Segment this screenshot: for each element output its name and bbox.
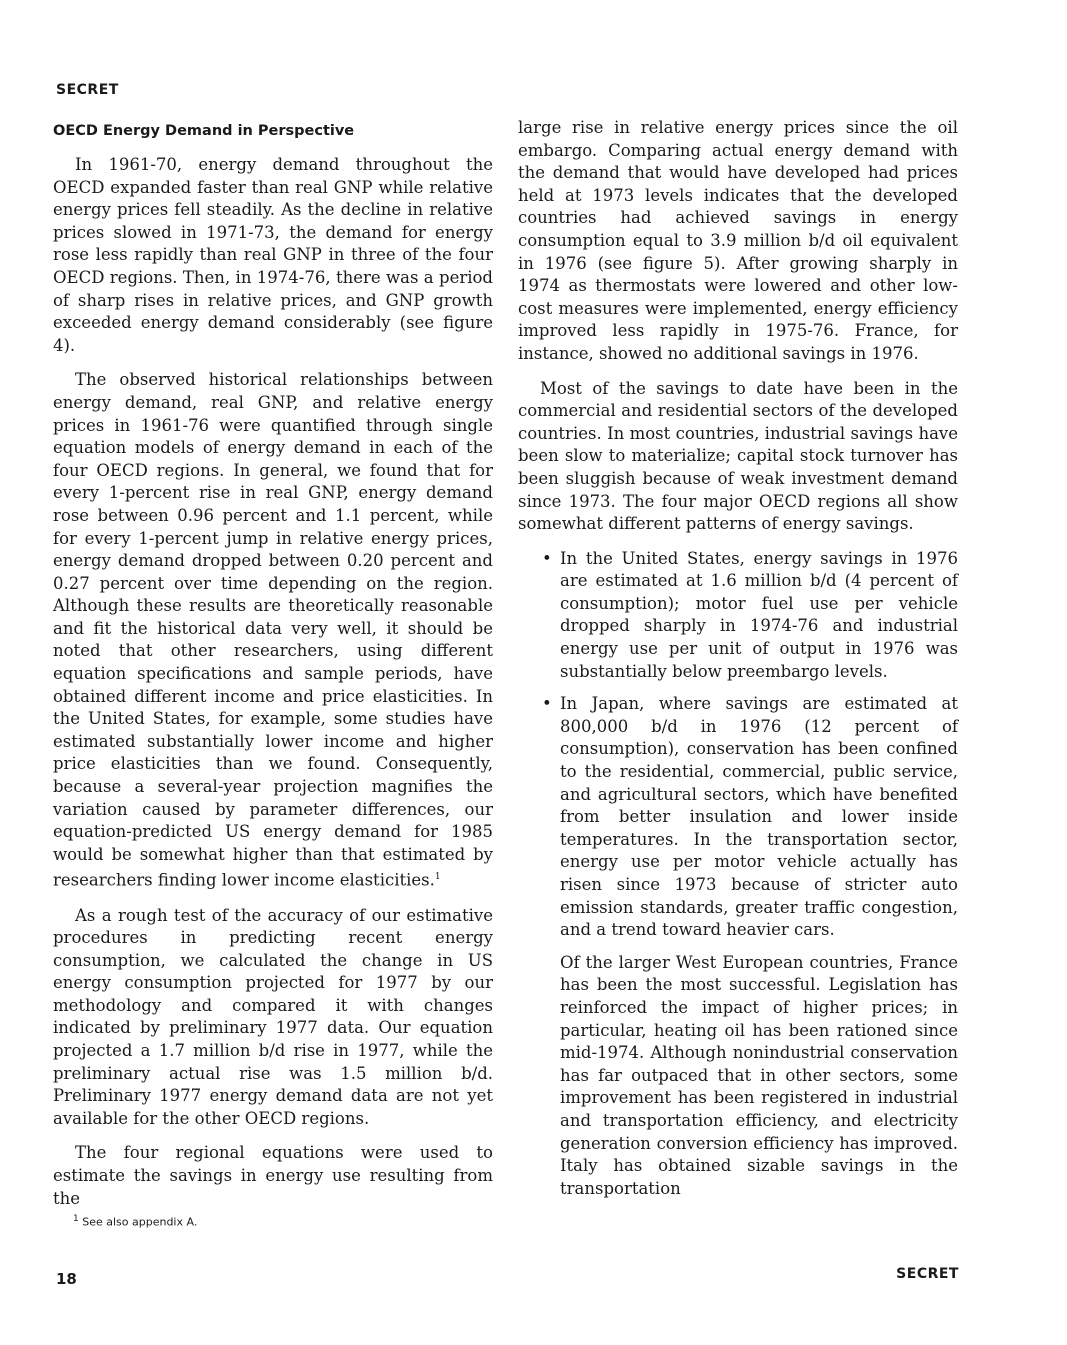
footnote-marker: 1	[73, 1214, 79, 1225]
classification-footer: SECRET	[896, 1266, 959, 1282]
footnote-ref: 1	[434, 872, 441, 883]
country-bullets	[518, 548, 958, 942]
footnote	[53, 1212, 493, 1230]
page-number: 18	[56, 1270, 77, 1288]
paragraph-4: The four regional equations were used to estimate the savings in energy use resulting from the	[53, 1143, 493, 1208]
paragraph-2	[53, 369, 493, 892]
bullet-japan	[542, 693, 958, 942]
bullet-dot-icon: •	[542, 694, 552, 714]
bullet-dot-icon: •	[542, 548, 552, 568]
right-paragraph-1: large rise in relative energy prices since the oil embargo. Comparing actual energy demand with the demand that would have developed had prices held at 1973 levels indicates that the developed countries had achieved savings in energy consumption equal to 3.9 million b/d oil equivalent in 1976 (see figure 5). After growing sharply in 1974 as thermostats were lowered and other low-cost measures were implemented, energy efficiency improved less rapidly in 1975-76. France, for instance, showed no additional savings in 1976.	[518, 118, 958, 363]
footnote-text: See also appendix A.	[82, 1215, 198, 1229]
paragraph-1: In 1961-70, energy demand throughout the OECD expanded faster than real GNP while relative energy prices fell steadily. As the decline in relative prices slowed in 1971-73, the demand for energy rose less rapidly than real GNP in three of the four OECD regions. Then, in 1974-76, there was a period of sharp rises in relative prices, and GNP growth exceeded energy demand considerably (see figure 4).	[53, 155, 493, 355]
classification-header: SECRET	[56, 82, 119, 98]
left-column	[53, 120, 493, 1230]
paragraph-2-text: The observed historical relationships between energy demand, real GNP, and relative energy prices in 1961-76 were quantified through single equation models of energy demand in each of the four OECD regions. In general, we found that for every 1-percent rise in real GNP, energy demand rose between 0.96 percent and 1.1 percent, while for every 1-percent jump in relative energy prices, energy demand dropped between 0.20 percent and 0.27 percent over time depending on the region. Although these results are theoretically reasonable and fit the historical data very well, it should be noted that other researchers, using different equation specifications and sample periods, have obtained different income and price elasticities. In the United States, for example, some studies have estimated substantially lower income and higher price elasticities than we found. Consequently, because a several-year projection magnifies the variation caused by parameter differences, our equation-predicted US energy demand for 1985 would be somewhat higher than that estimated by researchers finding lower income elasticities.	[53, 370, 493, 890]
section-heading: OECD Energy Demand in Perspective	[53, 123, 355, 139]
bullet-text-japan: In Japan, where savings are estimated at 800,000 b/d in 1976 (12 percent of consumption), conservation has been confined to the residential, commercial, public service, and agricultural sectors, which have benefited from better insulation and lower inside temperatures. In the transportation sector, energy use per motor vehicle actually has risen since 1973 because of stricter auto emission standards, greater traffic congestion, and a trend toward heavier cars.	[560, 694, 958, 940]
bullet-united-states	[542, 548, 958, 684]
right-paragraph-2: Most of the savings to date have been in the commercial and residential sectors of the developed countries. In most countries, industrial savings have been slow to materialize; capital stock turnover has been sluggish because of weak investment demand since 1973. The four major OECD regions all show somewhat different patterns of energy savings.	[518, 378, 958, 534]
paragraph-3: As a rough test of the accuracy of our estimative procedures in predicting recent energy consumption, we calculated the change in US energy consumption projected for 1977 by our methodology and compared it with changes indicated by preliminary 1977 data. Our equation projected a 1.7 million b/d rise in 1977, while the preliminary actual rise was 1.5 million b/d. Preliminary 1977 energy demand data are not yet available for the other OECD regions.	[53, 905, 493, 1128]
right-column	[518, 117, 958, 1212]
bullet-text-united-states: In the United States, energy savings in 1976 are estimated at 1.6 million b/d (4 percent of consumption); motor fuel use per vehicle dropped sharply in 1974-76 and industrial energy use per unit of output in 1976 was substantially below preembargo levels.	[560, 548, 958, 681]
closing-paragraph: Of the larger West European countries, France has been the most successful. Legislation has reinforced the impact of higher prices; in particular, heating oil has been rationed since mid-1974. Although nonindustrial conservation has far outpaced that in other sectors, some improvement has been registered in industrial and transportation efficiency, and electricity generation conversion efficiency has improved. Italy has obtained sizable savings in the transportation	[560, 952, 958, 1198]
